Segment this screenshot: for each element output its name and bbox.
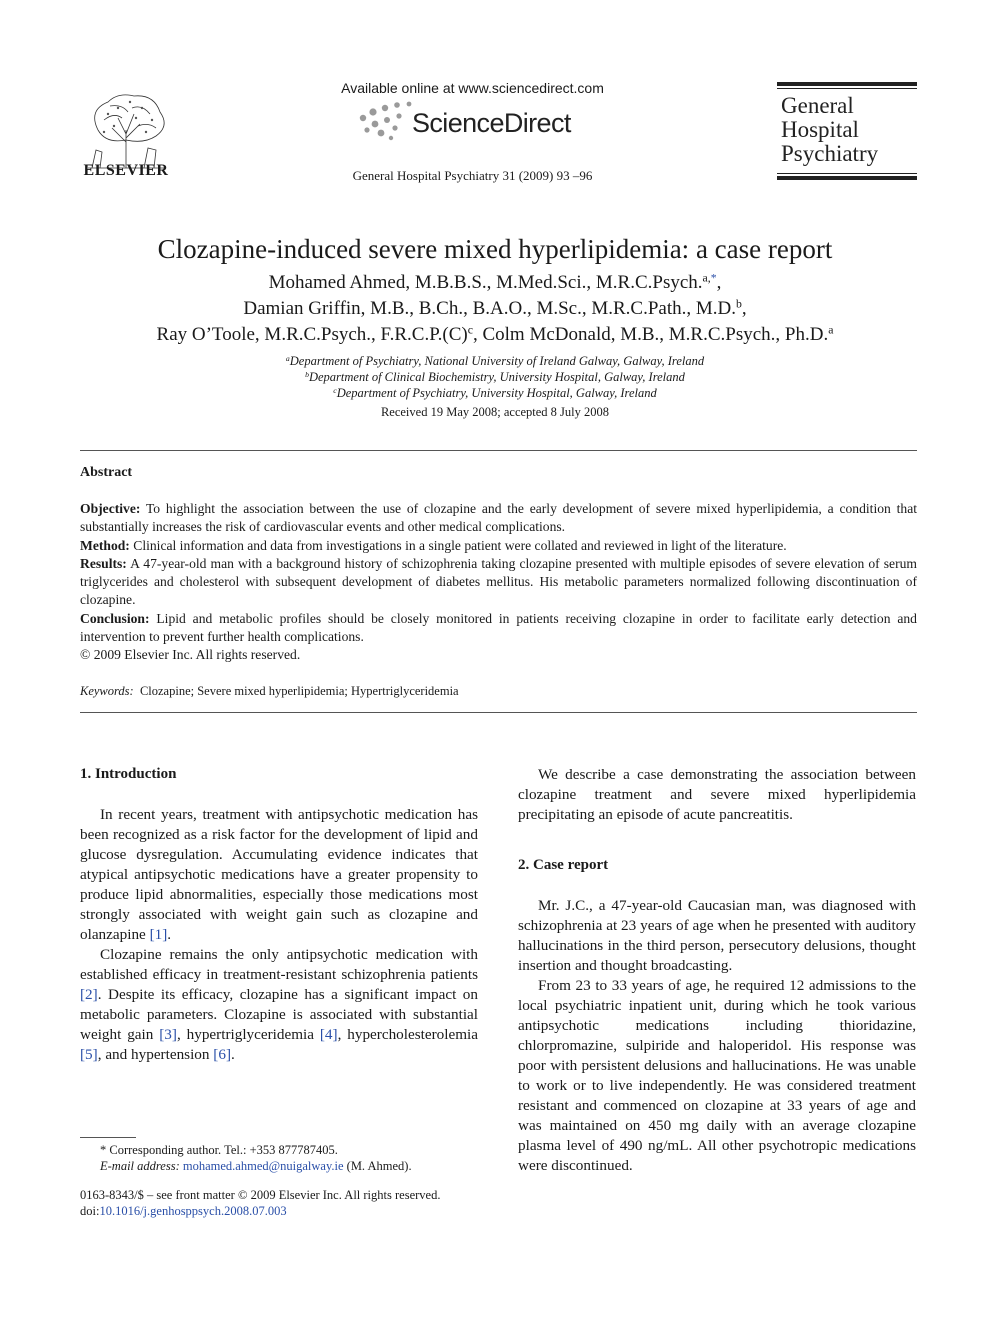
author-affil-sup: a [828,323,834,337]
issn-note: 0163-8343/$ – see front matter © 2009 Elsevier Inc. All rights reserved. [80,1188,441,1202]
objective-text: To highlight the association between the use of clozapine and the early development of severe mixed hyperlipidemia, a condition that substantially increases the risk of cardiovascular events and other medical complications. [80,501,917,535]
abstract-results [80,555,917,610]
author-affil-sup: c [467,323,473,337]
email-link[interactable]: mohamed.ahmed@nuigalway.ie [182,1159,344,1173]
corresponding-author-note: * Corresponding author. Tel.: +353 877787405. [100,1143,338,1157]
case-report-body [518,896,916,1176]
intro-p2-text-d: , hypercholesterolemia [337,1026,478,1043]
abstract-copyright: © 2009 Elsevier Inc. All rights reserved. [80,647,301,663]
method-text: Clinical information and data from investigations in a single patient were collated and reviewed in light of the literature. [133,537,787,553]
right-intro-paragraph: We describe a case demonstrating the association between clozapine treatment and severe mixed hyperlipidemia precipitating an episode of acute pancreatitis. [518,766,916,823]
keywords-text: Clozapine; Severe mixed hyperlipidemia; Hypertriglyceridemia [139,684,459,698]
section-heading-case-report: 2. Case report [518,857,609,873]
section-heading-introduction: 1. Introduction [80,766,177,782]
footnote-divider [80,1137,136,1138]
abstract-conclusion [80,610,917,647]
received-dates: Received 19 May 2008; accepted 8 July 2008 [380,405,610,419]
intro-p2-text-a: Clozapine remains the only antipsychotic medication with established efficacy in treatment-resistant schizophrenia patients [80,946,478,983]
affiliation-b [0,370,990,385]
author-separator: , [716,272,722,293]
intro-p2-text-b: . Despite its efficacy, clozapine has a significant impact on metabolic parameters. Clozapine is associated with substantial weight gain [80,986,478,1043]
article-title: Clozapine-induced severe mixed hyperlipidemia: a case report [157,234,833,264]
elsevier-wordmark: ELSEVIER [83,162,169,179]
journal-logo-line-3: Psychiatry [781,141,879,166]
journal-logo-top-rule [777,82,917,86]
intro-p1-end: . [167,926,172,943]
case-paragraph-2: From 23 to 33 years of age, he required 12 admissions to the local psychiatric inpatient unit, during which he took various antipsychotic medications including thioridazine, chlorpromazine, sulpiride and haloperidol. His response was poor with persistent delusions and hallucinations. He was unable to work or to live independently. He was considered treatment resistant and commenced on clozapine at 33 years of age and was maintained on 450 mg daily with an average clozapine plasma level of 490 ng/mL. All other psychotropic medications were discontinued. [518,977,916,1174]
author-separator: , [472,324,478,345]
intro-p1-text: In recent years, treatment with antipsychotic medication has been recognized as a risk factor for the development of lipid and glucose dysregulation. Accumulating evidence indicates that atypical antipsychotic medications have a greater propensity to produce lipid abnormalities, especially those medications most strongly associated with weight gain such as clozapine and olanzapine [80,806,478,943]
intro-p2-text-e: , and hypertension [97,1046,214,1063]
results-label: Results: [80,555,127,571]
email-suffix: (M. Ahmed). [343,1159,412,1173]
author-line-1 [0,272,990,294]
author-line-2 [0,298,990,320]
abstract-bottom-divider [80,712,917,713]
author-separator: , [741,298,747,319]
citation-link-5[interactable]: [5] [80,1046,98,1063]
citation-link-4[interactable]: [4] [319,1026,338,1043]
journal-logo-line-1: General [781,93,854,118]
intro-paragraph-1 [80,805,478,945]
author-name: Mohamed Ahmed, M.B.B.S., M.Med.Sci., M.R.C.Psych. [268,272,703,293]
affil-sup: a [285,353,290,363]
citation-link-2[interactable]: [2] [80,986,98,1003]
doi-label: doi: [80,1204,100,1218]
conclusion-text: Lipid and metabolic profiles should be closely monitored in patients receiving clozapine in order to facilitate early detection and intervention to prevent further health complications. [80,610,917,645]
corresponding-author-link[interactable]: * [710,271,717,285]
keywords-label: Keywords: [80,684,134,698]
affil-sup: c [333,385,337,395]
journal-logo-title [781,94,878,166]
journal-logo-bottom-rule [777,176,917,180]
author-line-3 [0,324,990,346]
objective-label: Objective: [80,501,141,516]
doi-link[interactable]: 10.1016/j.genhosppsych.2008.07.003 [99,1204,287,1218]
method-label: Method: [80,537,130,553]
affil-sup: b [305,369,309,379]
abstract-heading: Abstract [80,465,133,480]
author-name: Ray O’Toole, M.R.C.Psych., F.R.C.P.(C) [156,324,468,345]
affil-text: Department of Psychiatry, University Hospital, Galway, Ireland [336,386,657,400]
conclusion-label: Conclusion: [80,610,150,626]
journal-logo [777,82,917,180]
right-column-intro [518,765,916,825]
abstract-top-divider [80,450,917,451]
available-online-text: Available online at www.sciencedirect.com [341,80,604,96]
author-name: Damian Griffin, M.B., B.Ch., B.A.O., M.Sc., M.R.C.Path., M.D. [243,298,736,319]
author-name: Colm McDonald, M.B., M.R.C.Psych., Ph.D. [482,324,829,345]
affil-text: Department of Clinical Biochemistry, University Hospital, Galway, Ireland [308,370,685,384]
author-affil-sup: b [735,297,742,311]
email-label: E-mail address: [100,1159,180,1173]
journal-logo-top-thin-rule [777,88,917,89]
journal-logo-bottom-thin-rule [777,173,917,174]
journal-citation: General Hospital Psychiatry 31 (2009) 93 –96 [352,168,593,183]
intro-paragraph-2 [80,945,478,1065]
abstract-body [80,500,917,665]
abstract-method [80,537,917,555]
intro-p2-end: . [231,1046,235,1063]
citation-link-3[interactable]: [3] [159,1026,177,1043]
journal-logo-line-2: Hospital [781,117,859,142]
introduction-body [80,805,478,1065]
author-affil-sup: a, [702,271,711,285]
keywords [80,684,917,699]
affiliation-a [0,354,990,369]
sciencedirect-wordmark: ScienceDirect [412,108,571,138]
intro-p2-text-c: , hypertriglyceridemia [176,1026,320,1043]
abstract-objective [80,500,917,537]
case-paragraph-1: Mr. J.C., a 47-year-old Caucasian man, was diagnosed with schizophrenia at 23 years of age when he presented with auditory hallucinations in the third person, persecutory delusions, thought insertion and thought broadcasting. [518,897,916,974]
email-note [100,1158,412,1174]
results-text: A 47-year-old man with a background history of schizophrenia taking clozapine presented with multiple episodes of severe elevation of serum triglycerides and cholesterol with subsequent development of diabetes mellitus. His metabolic parameters normalized following discontinuation of clozapine. [80,555,917,608]
citation-link-1[interactable]: [1] [149,926,168,943]
affiliation-c [0,386,990,401]
doi-note [80,1203,287,1219]
affil-text: Department of Psychiatry, National University of Ireland Galway, Galway, Ireland [289,354,705,368]
citation-link-6[interactable]: [6] [213,1046,232,1063]
